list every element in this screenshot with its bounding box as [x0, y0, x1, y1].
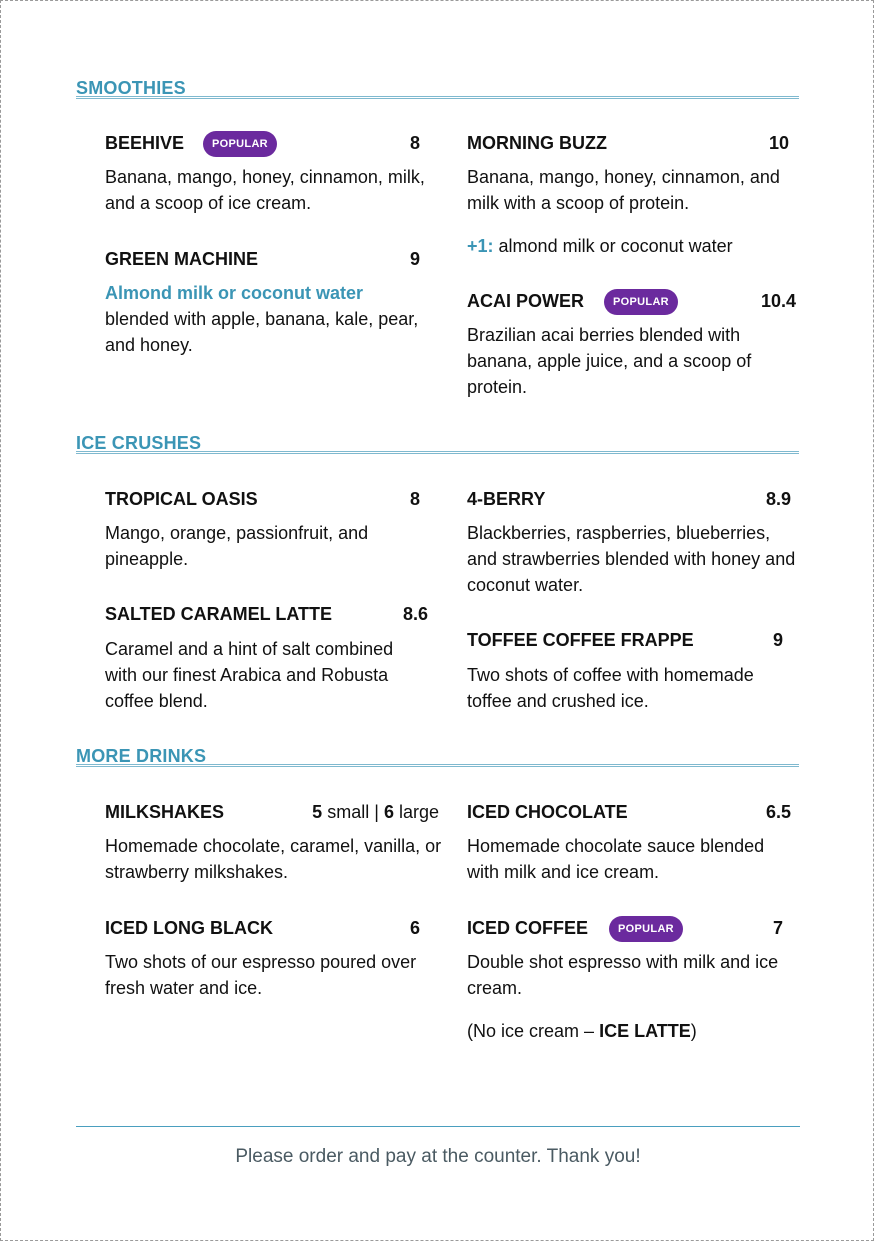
extra-price-label: +1:	[467, 236, 494, 256]
popular-badge: POPULAR	[604, 289, 678, 315]
price-small: 5	[312, 802, 323, 822]
section-title-more-drinks: MORE DRINKS	[76, 746, 207, 766]
item-desc-4-berry: Blackberries, raspberries, blueberries, and strawberries blended with honey and coconut water.	[467, 523, 796, 595]
item-price-green-machine: 9	[409, 249, 420, 269]
item-price-beehive: 8	[409, 133, 420, 153]
section-divider	[76, 451, 799, 454]
item-name-green-machine: GREEN MACHINE	[105, 249, 259, 269]
footer-divider	[76, 1126, 800, 1127]
item-extra-morning-buzz	[467, 233, 797, 259]
item-desc-toffee-coffee-frappe: Two shots of coffee with homemade toffee and crushed ice.	[467, 665, 754, 711]
item-desc-morning-buzz: Banana, mango, honey, cinnamon, and milk with a scoop of protein.	[467, 167, 780, 213]
item-name-tropical-oasis: TROPICAL OASIS	[105, 489, 258, 509]
item-desc-iced-coffee: Double shot espresso with milk and ice cream.	[467, 952, 779, 998]
item-name-morning-buzz: MORNING BUZZ	[467, 133, 607, 153]
item-name-acai-power: ACAI POWER	[467, 291, 584, 311]
extra-option-text: almond milk or coconut water	[498, 236, 733, 256]
item-desc-green-machine: blended with apple, banana, kale, pear, and honey.	[105, 309, 419, 355]
item-price-toffee-coffee-frappe: 9	[772, 630, 783, 650]
item-price-4-berry: 8.9	[765, 489, 791, 509]
note-ice-latte: ICE LATTE	[599, 1021, 691, 1041]
item-name-salted-caramel-latte: SALTED CARAMEL LATTE	[105, 604, 332, 624]
note-prefix: (No ice cream –	[467, 1021, 595, 1041]
item-desc-tropical-oasis: Mango, orange, passionfruit, and pineapple.	[105, 523, 369, 569]
footer-message: Please order and pay at the counter. Thank you!	[235, 1146, 641, 1167]
item-price-tropical-oasis: 8	[409, 489, 420, 509]
item-desc-iced-long-black: Two shots of our espresso poured over fresh water and ice.	[105, 952, 417, 998]
item-price-morning-buzz: 10	[768, 133, 789, 153]
item-price-iced-coffee: 7	[772, 918, 783, 938]
item-price-milkshakes	[281, 802, 439, 823]
section-title-smoothies: SMOOTHIES	[76, 78, 186, 98]
size-separator: |	[374, 802, 379, 822]
item-price-iced-long-black: 6	[409, 918, 420, 938]
item-desc-salted-caramel-latte: Caramel and a hint of salt combined with our finest Arabica and Robusta coffee blend.	[105, 639, 394, 711]
item-name-toffee-coffee-frappe: TOFFEE COFFEE FRAPPE	[467, 630, 694, 650]
popular-badge: POPULAR	[609, 916, 683, 942]
item-desc-milkshakes: Homemade chocolate, caramel, vanilla, or strawberry milkshakes.	[105, 836, 442, 882]
size-large-label: large	[398, 802, 439, 822]
price-large: 6	[383, 802, 394, 822]
item-desc-beehive: Banana, mango, honey, cinnamon, milk, and a scoop of ice cream.	[105, 167, 425, 213]
item-highlight-green-machine: Almond milk or coconut water	[105, 283, 364, 303]
item-name-iced-coffee: ICED COFFEE	[467, 918, 589, 938]
item-name-4-berry: 4-BERRY	[467, 489, 546, 509]
item-name-iced-long-black: ICED LONG BLACK	[105, 918, 273, 938]
section-divider	[76, 764, 799, 767]
popular-badge: POPULAR	[203, 131, 277, 157]
section-title-ice-crushes: ICE CRUSHES	[76, 433, 202, 453]
item-note-iced-coffee	[467, 1018, 797, 1044]
item-desc-iced-chocolate: Homemade chocolate sauce blended with milk and ice cream.	[467, 836, 765, 882]
item-price-iced-chocolate: 6.5	[765, 802, 791, 822]
section-divider	[76, 96, 799, 99]
item-name-milkshakes: MILKSHAKES	[105, 802, 225, 822]
item-name-iced-chocolate: ICED CHOCOLATE	[467, 802, 628, 822]
size-small-label: small	[327, 802, 370, 822]
item-price-acai-power: 10.4	[760, 291, 796, 311]
note-suffix: )	[690, 1021, 697, 1041]
item-desc-acai-power: Brazilian acai berries blended with banana, apple juice, and a scoop of protein.	[467, 325, 752, 397]
item-price-salted-caramel-latte: 8.6	[402, 604, 428, 624]
item-name-beehive: BEEHIVE	[105, 133, 185, 153]
